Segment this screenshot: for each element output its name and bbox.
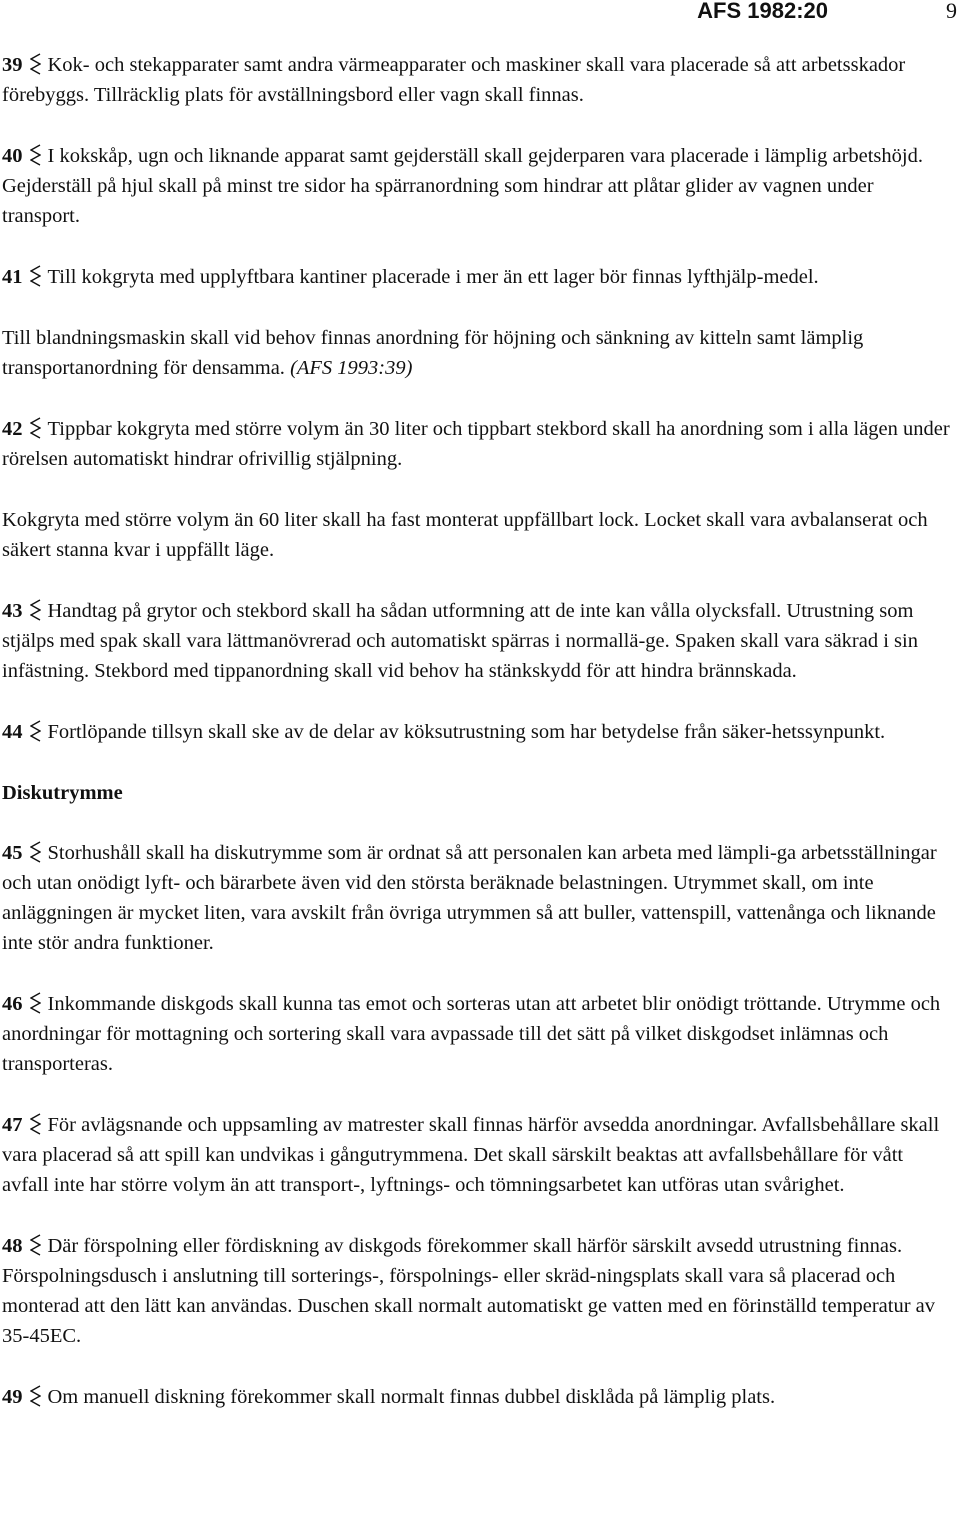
paragraph-text: Där förspolning eller fördiskning av diskgods förekommer skall härför särskilt avsedd utrustning finnas. Förspolningsdusch i anslutning till sorterings-, förspolnings- eller skräd-ningsplats skall vara så placerad och monterad att den lätt kan användas. Duschen skall normalt automatiskt ge vatten med en förinställd temperatur av 35-45EC.: [2, 1235, 936, 1347]
paragraph-42-continued: [2, 505, 954, 565]
page-number: 9: [946, 0, 957, 23]
paragraph-text: Tippbar kokgryta med större volym än 30 liter och tippbart stekbord skall ha anordning som i alla lägen under rörelsen automatiskt hindrar ofrivillig stjälpning.: [2, 418, 950, 470]
paragraph-text: Fortlöpande tillsyn skall ske av de delar av köksutrustning som har betydelse från säker-hetssynpunkt.: [47, 721, 886, 743]
paragraph-46: [2, 989, 954, 1079]
paragraph-49: [2, 1382, 954, 1412]
section-sign-icon: [30, 599, 41, 621]
section-sign-icon: [30, 417, 41, 439]
paragraph-text: Storhushåll skall ha diskutrymme som är ordnat så att personalen kan arbeta med lämpli-ga arbetsställningar och utan onödigt lyft- och bärarbete även vid den största beräknade belastningen. Utrymmet skall, om inte anläggningen är mycket liten, vara avskilt från övriga utrymmen så att buller, vattenspill, vattenånga och liknande inte stör andra funktioner.: [2, 842, 937, 954]
section-sign-icon: [30, 720, 41, 742]
paragraph-number: 42: [2, 418, 23, 440]
paragraph-number: 46: [2, 993, 23, 1015]
paragraph-number: 40: [2, 145, 23, 167]
section-sign-icon: [30, 265, 41, 287]
document-body: [2, 50, 954, 1443]
paragraph-text: Handtag på grytor och stekbord skall ha sådan utformning att de inte kan vålla olycksfall. Utrustning som stjälps med spak skall vara lättmanövrerad och automatiskt spärras i normallä-ge. Spaken skall vara säkrad i sin infästning. Stekbord med tippanordning skall vid behov ha stänkskydd för att hindra brännskada.: [2, 600, 918, 682]
paragraph-text: Till kokgryta med upplyftbara kantiner placerade i mer än ett lager bör finnas lyfthjälp-medel.: [47, 266, 819, 288]
paragraph-text: Om manuell diskning förekommer skall normalt finnas dubbel disklåda på lämplig plats.: [47, 1386, 776, 1408]
section-sign-icon: [30, 992, 41, 1014]
paragraph-text: Inkommande diskgods skall kunna tas emot och sorteras utan att arbetet blir onödigt tröttande. Utrymme och anordningar för mottagning och sortering skall vara avpassade till det sätt på vilket diskgodset inlämnas och transporteras.: [2, 993, 941, 1075]
paragraph-number: 49: [2, 1386, 23, 1408]
paragraph-text: För avlägsnande och uppsamling av matrester skall finnas härför avsedda anordningar. Avfallsbehållare skall vara placerad så att spill kan undvikas i gångutrymmena. Det skall särskilt beaktas att avfallsbehållare för vått avfall inte har större volym än att transport-, lyftnings- och tömningsarbetet kan utföras utan svårighet.: [2, 1114, 940, 1196]
paragraph-39: [2, 50, 954, 110]
paragraph-44: [2, 717, 954, 747]
paragraph-43: [2, 596, 954, 686]
paragraph-text: Kok- och stekapparater samt andra värmeapparater och maskiner skall vara placerade så att arbetsskador förebyggs. Tillräcklig plats för avställningsbord eller vagn skall finnas.: [2, 54, 906, 106]
section-sign-icon: [30, 144, 41, 166]
paragraph-41-continued: [2, 323, 954, 383]
paragraph-42: [2, 414, 954, 474]
paragraph-number: 47: [2, 1114, 23, 1136]
paragraph-number: 41: [2, 266, 23, 288]
section-sign-icon: [30, 53, 41, 75]
section-sign-icon: [30, 1234, 41, 1256]
paragraph-number: 43: [2, 600, 23, 622]
paragraph-number: 45: [2, 842, 23, 864]
paragraph-41: [2, 262, 954, 292]
paragraph-45: [2, 838, 954, 958]
section-sign-icon: [30, 841, 41, 863]
paragraph-number: 39: [2, 54, 23, 76]
paragraph-text: Till blandningsmaskin skall vid behov finnas anordning för höjning och sänkning av kitteln samt lämplig transportanordning för densamma.: [2, 327, 864, 379]
paragraph-text: I kokskåp, ugn och liknande apparat samt gejderställ skall gejderparen vara placerade i lämplig arbetshöjd. Gejderställ på hjul skall på minst tre sidor ha spärranordning som hindrar att plåtar glider av vagnen under transport.: [2, 145, 923, 227]
section-sign-icon: [30, 1113, 41, 1135]
amendment-reference: (AFS 1993:39): [290, 357, 413, 379]
page-header: [0, 0, 960, 26]
paragraph-number: 48: [2, 1235, 23, 1257]
paragraph-48: [2, 1231, 954, 1351]
paragraph-40: [2, 141, 954, 231]
section-heading: Diskutrymme: [2, 782, 123, 804]
paragraph-text: Kokgryta med större volym än 60 liter skall ha fast monterat uppfällbart lock. Locket skall vara avbalanserat och säkert stanna kvar i uppfällt läge.: [2, 509, 928, 561]
paragraph-47: [2, 1110, 954, 1200]
section-sign-icon: [30, 1385, 41, 1407]
document-id: AFS 1982:20: [697, 0, 828, 23]
paragraph-number: 44: [2, 721, 23, 743]
